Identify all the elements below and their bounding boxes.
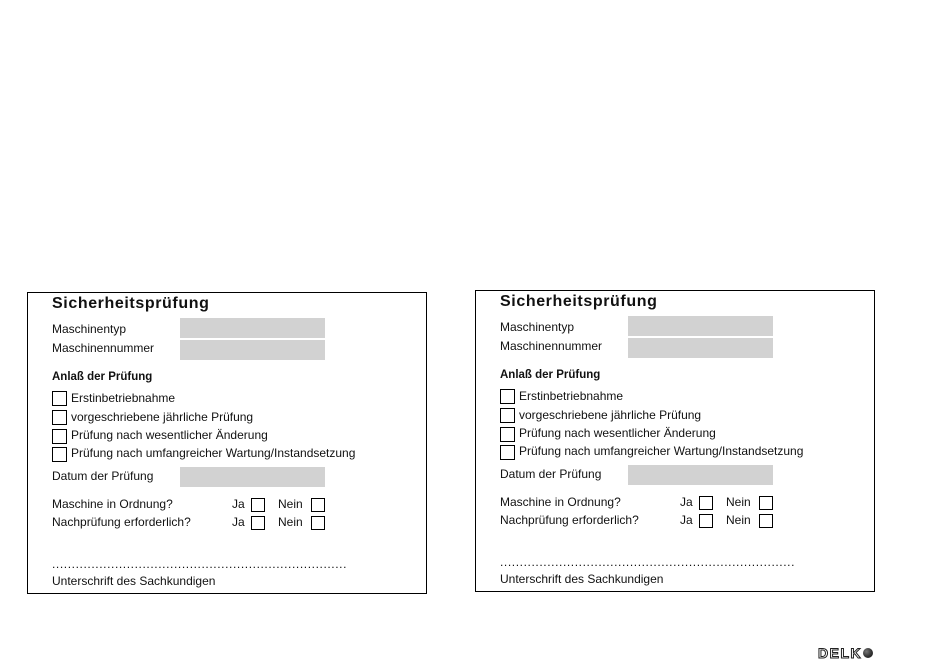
machine-type-label: Maschinentyp <box>500 320 575 334</box>
reason-checkbox-major-change <box>500 427 515 442</box>
signature-line: ........................................................................... <box>500 555 796 569</box>
reason-label-major-maintenance: Prüfung nach umfangreicher Wartung/Instandsetzung <box>519 444 804 458</box>
machine-number-field <box>628 338 773 358</box>
machine-ok-no-label: Nein <box>726 495 751 509</box>
machine-type-field <box>628 316 773 336</box>
reason-label-major-maintenance: Prüfung nach umfangreicher Wartung/Instandsetzung <box>71 446 356 460</box>
signature-label: Unterschrift des Sachkundigen <box>500 572 664 586</box>
reason-label-initial-commissioning: Erstinbetriebnahme <box>519 389 624 403</box>
logo-circle-icon <box>863 648 873 658</box>
reason-label-major-change: Prüfung nach wesentlicher Änderung <box>71 428 268 442</box>
machine-number-label: Maschinennummer <box>52 341 155 355</box>
reinspection-yes-label: Ja <box>232 515 245 529</box>
reason-checkbox-initial-commissioning <box>500 389 515 404</box>
reason-label-annual-inspection: vorgeschriebene jährliche Prüfung <box>519 408 702 422</box>
machine-type-label: Maschinentyp <box>52 322 127 336</box>
reinspection-no-label: Nein <box>278 515 303 529</box>
reinspection-no-label: Nein <box>726 513 751 527</box>
machine-ok-yes-label: Ja <box>680 495 693 509</box>
machine-ok-label: Maschine in Ordnung? <box>52 497 173 511</box>
machine-number-field <box>180 340 325 360</box>
machine-ok-no-checkbox <box>759 496 773 510</box>
machine-type-field <box>180 318 325 338</box>
inspection-form-left <box>27 292 427 594</box>
reinspection-no-checkbox <box>759 514 773 528</box>
reason-label-major-change: Prüfung nach wesentlicher Änderung <box>519 426 716 440</box>
machine-ok-label: Maschine in Ordnung? <box>500 495 621 509</box>
reason-checkbox-major-change <box>52 429 67 444</box>
reason-checkbox-annual-inspection <box>52 410 67 425</box>
signature-line: ........................................................................... <box>52 557 348 571</box>
form-title: Sicherheitsprüfung <box>500 293 658 310</box>
inspection-date-field <box>628 465 773 485</box>
machine-ok-yes-label: Ja <box>232 497 245 511</box>
inspection-date-label: Datum der Prüfung <box>500 467 602 481</box>
reinspection-label: Nachprüfung erforderlich? <box>500 513 639 527</box>
machine-ok-no-label: Nein <box>278 497 303 511</box>
reason-checkbox-initial-commissioning <box>52 391 67 406</box>
reason-checkbox-major-maintenance <box>500 445 515 460</box>
logo-text: DELK <box>818 645 863 661</box>
reinspection-yes-label: Ja <box>680 513 693 527</box>
reason-checkbox-annual-inspection <box>500 408 515 423</box>
inspection-date-label: Datum der Prüfung <box>52 469 154 483</box>
machine-ok-yes-checkbox <box>251 498 265 512</box>
reason-label-annual-inspection: vorgeschriebene jährliche Prüfung <box>71 410 254 424</box>
machine-ok-yes-checkbox <box>699 496 713 510</box>
machine-number-label: Maschinennummer <box>500 339 603 353</box>
reinspection-yes-checkbox <box>699 514 713 528</box>
reason-checkbox-major-maintenance <box>52 447 67 462</box>
machine-ok-no-checkbox <box>311 498 325 512</box>
inspection-date-field <box>180 467 325 487</box>
reason-heading: Anlaß der Prüfung <box>52 371 153 383</box>
reinspection-yes-checkbox <box>251 516 265 530</box>
form-title: Sicherheitsprüfung <box>52 295 210 312</box>
inspection-form-right <box>475 290 875 592</box>
reason-heading: Anlaß der Prüfung <box>500 369 601 381</box>
signature-label: Unterschrift des Sachkundigen <box>52 574 216 588</box>
reinspection-no-checkbox <box>311 516 325 530</box>
reinspection-label: Nachprüfung erforderlich? <box>52 515 191 529</box>
reason-label-initial-commissioning: Erstinbetriebnahme <box>71 391 176 405</box>
brand-logo <box>818 646 873 660</box>
